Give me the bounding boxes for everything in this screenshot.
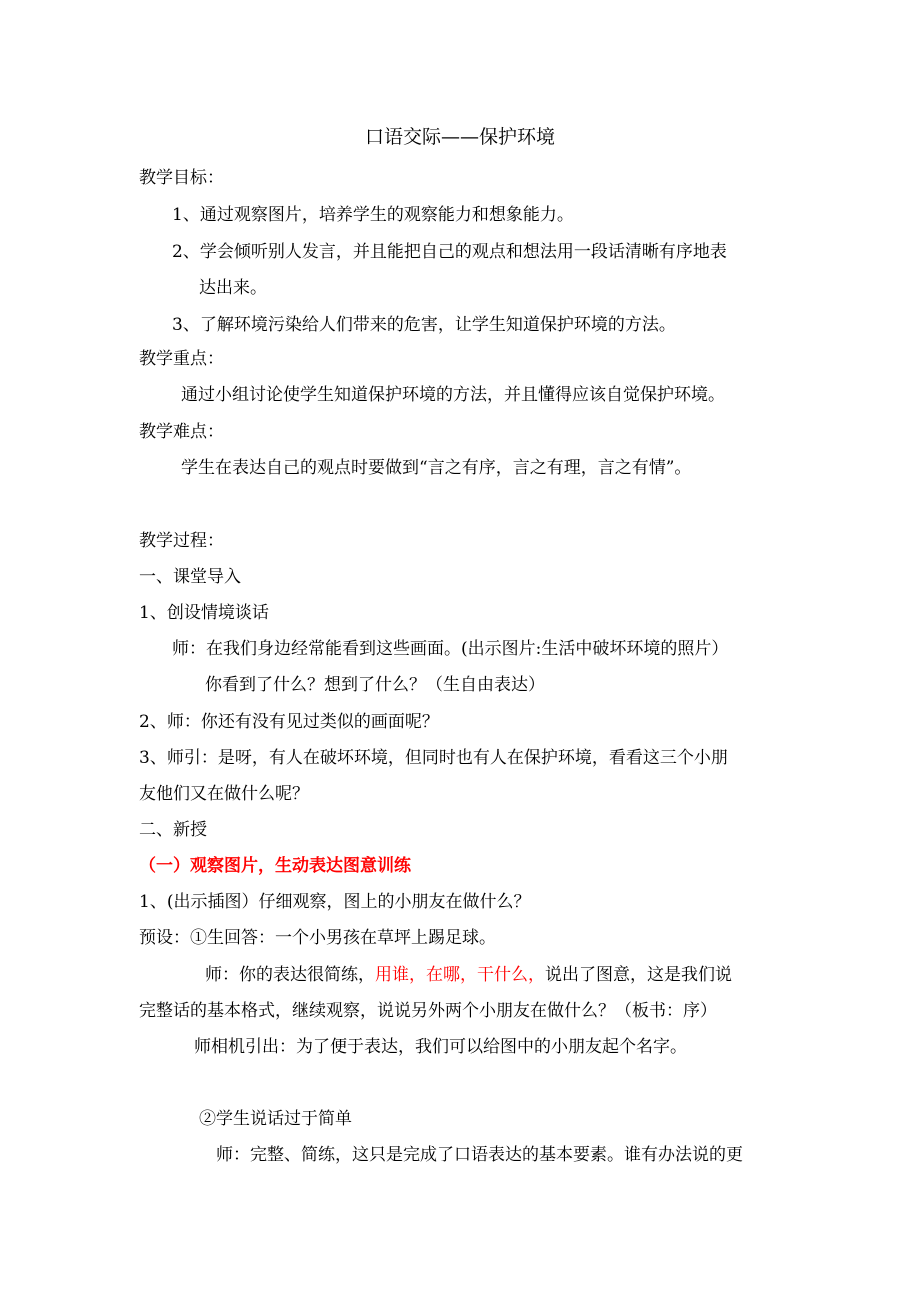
subsection-observe-pictures: （一）观察图片，生动表达图意训练 [139, 856, 411, 876]
preset-answer-1: 预设：①生回答：一个小男孩在草坪上踢足球。 [139, 928, 496, 948]
preset-answer-2: ②学生说话过于简单 [199, 1109, 352, 1129]
objective-item-2-continued: 达出来。 [199, 278, 267, 298]
section-intro: 一、课堂导入 [139, 567, 241, 587]
step-2: 2、师：你还有没有见过类似的画面呢？ [139, 712, 439, 732]
teacher-line-1: 师：在我们身边经常能看到这些画面。(出示图片:生活中破坏环境的照片） [172, 639, 729, 659]
step-create-situation: 1、创设情境谈话 [139, 603, 269, 623]
objective-item-3: 3、了解环境污染给人们带来的危害，让学生知道保护环境的方法。 [172, 315, 676, 335]
step-3-continued: 友他们又在做什么呢？ [139, 784, 309, 804]
objective-item-2: 2、学会倾听别人发言，并且能把自己的观点和想法用一段话清晰有序地表 [172, 242, 727, 262]
observe-question: 1、(出示插图）仔细观察，图上的小朋友在做什么？ [139, 892, 531, 912]
teacher-feedback-emphasis: 用谁，在哪，干什么， [375, 965, 545, 985]
key-point-heading: 教学重点： [139, 349, 224, 369]
difficulty-heading: 教学难点： [139, 422, 224, 442]
section-new-lesson: 二、新授 [139, 820, 207, 840]
teacher-feedback-suffix: 说出了图意，这是我们说 [545, 965, 732, 985]
step-3: 3、师引：是呀，有人在破坏环境，但同时也有人在保护环境，看看这三个小朋 [139, 748, 728, 768]
teacher-line-4: 师：完整、简练，这只是完成了口语表达的基本要素。谁有办法说的更 [216, 1145, 743, 1165]
document-title: 口语交际——保护环境 [364, 126, 555, 148]
key-point-text: 通过小组讨论使学生知道保护环境的方法，并且懂得应该自觉保护环境。 [181, 385, 725, 405]
objectives-heading: 教学目标： [139, 168, 224, 188]
teacher-line-1-question: 你看到了什么？想到了什么？（生自由表达） [205, 675, 545, 695]
teacher-naming-prompt: 师相机引出：为了便于表达，我们可以给图中的小朋友起个名字。 [194, 1037, 687, 1057]
objective-item-1: 1、通过观察图片，培养学生的观察能力和想象能力。 [172, 205, 574, 225]
difficulty-text: 学生在表达自己的观点时要做到“言之有序，言之有理，言之有情”。 [181, 458, 692, 478]
teacher-feedback-line [205, 963, 732, 987]
teacher-feedback-continued: 完整话的基本格式，继续观察，说说另外两个小朋友在做什么？（板书：序） [139, 1001, 717, 1021]
teacher-feedback-prefix: 师：你的表达很简练， [205, 965, 375, 985]
process-heading: 教学过程： [139, 531, 224, 551]
